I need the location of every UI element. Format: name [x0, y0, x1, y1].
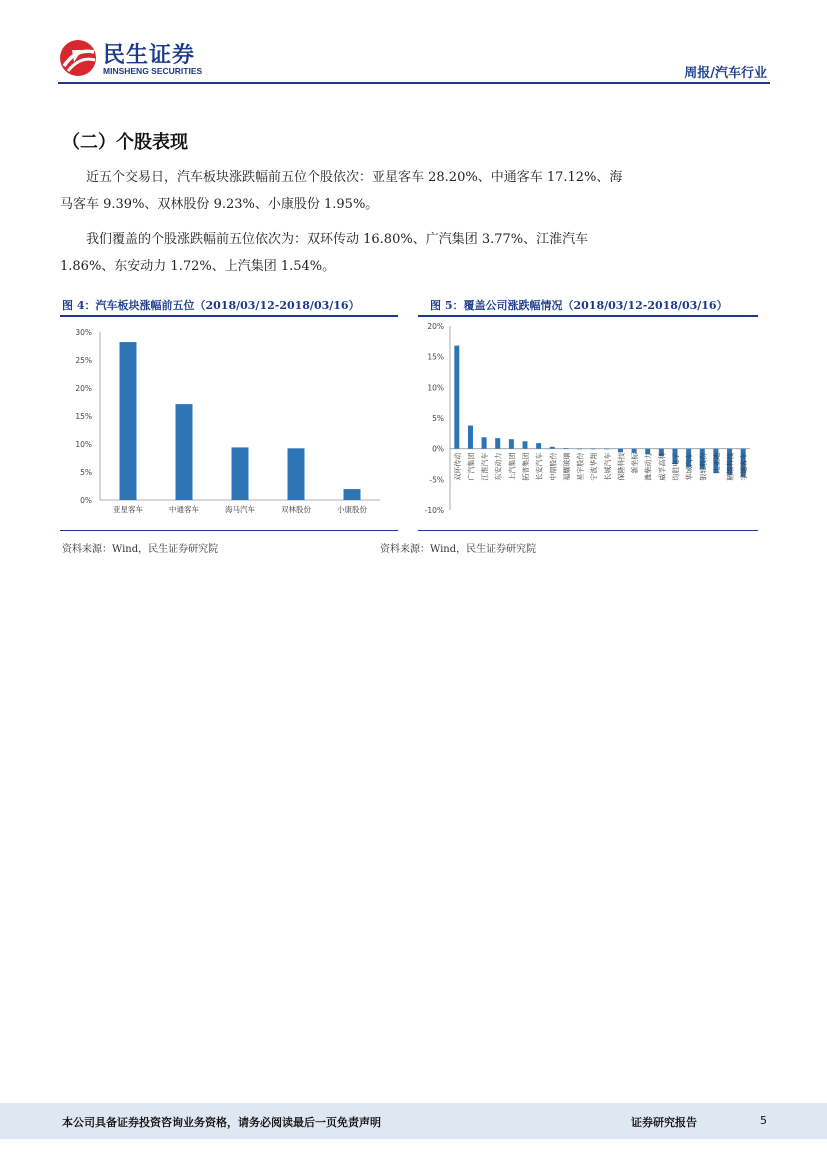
- paragraph-2: 我们覆盖的个股涨跌幅前五位依次为：双环传动 16.80%、广汽集团 3.77%、江淮汽车 1.86%、东安动力 1.72%、上汽集团 1.54%。: [60, 232, 589, 274]
- y-tick-label: 10%: [75, 440, 92, 449]
- x-tick-label: 银轮股份: [699, 452, 708, 481]
- x-tick-label: 长安汽车: [535, 452, 544, 481]
- x-tick-label: 长城汽车: [603, 452, 612, 481]
- figure-5-title: 图 5：覆盖公司涨跌幅情况（2018/03/12-2018/03/16）: [430, 299, 728, 312]
- figure-5-chart: [418, 318, 758, 530]
- y-tick-label: 25%: [75, 356, 92, 365]
- footer-disclaimer: 本公司具备证券投资咨询业务资格，请务必阅读最后一页免责声明: [62, 1116, 381, 1129]
- brand-name-en: MINSHENG SECURITIES: [103, 66, 203, 76]
- figure-4-top-rule: [60, 315, 398, 317]
- y-tick-label: 5%: [80, 468, 92, 477]
- y-tick-label: -10%: [424, 506, 444, 515]
- x-tick-label: 海马汽车: [225, 505, 255, 514]
- y-tick-label: 10%: [427, 383, 444, 393]
- bar: [536, 443, 541, 449]
- footer-report-label: 证券研究报告: [631, 1116, 697, 1129]
- figure-4-chart: [60, 318, 398, 530]
- y-tick-label: 0%: [432, 444, 444, 454]
- x-tick-label: 双环传动: [453, 452, 462, 481]
- bar: [495, 438, 500, 449]
- figure-5-top-rule: [418, 315, 758, 317]
- x-tick-label: 精锻科技: [726, 452, 735, 481]
- x-tick-label: 星宇股份: [576, 452, 585, 481]
- y-tick-label: 0%: [80, 496, 92, 505]
- bar: [344, 489, 361, 500]
- x-tick-label: 新坐标: [631, 452, 640, 474]
- bar: [563, 448, 568, 449]
- x-tick-label: 潍柴动力: [644, 452, 653, 481]
- bar: [604, 449, 609, 450]
- x-tick-label: 均胜电子: [672, 452, 680, 481]
- bar: [618, 449, 623, 453]
- bar: [632, 449, 637, 453]
- brand-name-cn: 民生证券: [103, 43, 196, 68]
- page-footer: [0, 1103, 827, 1139]
- bar: [120, 342, 137, 500]
- bar: [468, 426, 473, 449]
- x-tick-label: 华域汽车: [685, 452, 694, 481]
- figure-4-title: 图 4：汽车板块涨幅前五位（2018/03/12-2018/03/16）: [62, 299, 360, 312]
- figure-5-source: 资料来源：Wind，民生证券研究院: [380, 544, 537, 555]
- x-tick-label: 亚星客车: [113, 505, 143, 514]
- x-tick-label: 上汽集团: [508, 452, 517, 481]
- figure-5-bottom-rule: [418, 530, 758, 531]
- y-tick-label: 30%: [75, 328, 92, 337]
- y-tick-label: 20%: [427, 322, 444, 331]
- report-type: 周报/汽车行业: [684, 66, 767, 81]
- bar: [454, 346, 459, 449]
- bar: [482, 437, 487, 448]
- section-title: （二）个股表现: [62, 132, 188, 153]
- x-tick-label: 威孚高科: [658, 452, 667, 481]
- paragraph-1: 近五个交易日，汽车板块涨跌幅前五位个股依次：亚星客车 28.20%、中通客车 17.12%、海马客车 9.39%、双林股份 9.23%、小康股份 1.95%。: [60, 170, 623, 212]
- x-tick-label: 宁波华翔: [590, 452, 599, 481]
- x-tick-label: 江淮汽车: [481, 452, 490, 481]
- x-tick-label: 东安动力: [494, 452, 503, 481]
- y-tick-label: 15%: [75, 412, 92, 421]
- figure-4-source: 资料来源：Wind，民生证券研究院: [62, 544, 219, 555]
- x-tick-label: 广汽集团: [467, 452, 476, 481]
- y-tick-label: -5%: [429, 475, 444, 485]
- y-tick-label: 5%: [432, 414, 444, 423]
- figure-4-bottom-rule: [60, 530, 398, 531]
- header-divider: [58, 82, 770, 84]
- page-number: 5: [760, 1114, 767, 1127]
- x-tick-label: 双林股份: [281, 505, 311, 514]
- x-tick-label: 保隆科技: [617, 452, 626, 481]
- bar: [577, 449, 582, 450]
- bar: [232, 447, 249, 500]
- bar: [288, 448, 305, 500]
- x-tick-label: 比亚迪: [712, 452, 721, 474]
- bar: [550, 447, 555, 449]
- bar: [591, 449, 596, 450]
- x-tick-label: 福耀玻璃: [562, 452, 571, 481]
- y-tick-label: 15%: [427, 352, 444, 362]
- x-tick-label: 宇通客车: [740, 452, 749, 481]
- x-tick-label: 拓普集团: [522, 452, 530, 481]
- logo-mark-icon: [58, 38, 98, 78]
- x-tick-label: 中鼎股份: [549, 452, 558, 481]
- bar: [509, 439, 514, 448]
- y-tick-label: 20%: [75, 384, 92, 393]
- bar: [523, 441, 528, 448]
- x-tick-label: 中通客车: [169, 505, 199, 514]
- bar: [176, 404, 193, 500]
- brand-logo: [58, 38, 218, 80]
- x-tick-label: 小康股份: [337, 505, 367, 514]
